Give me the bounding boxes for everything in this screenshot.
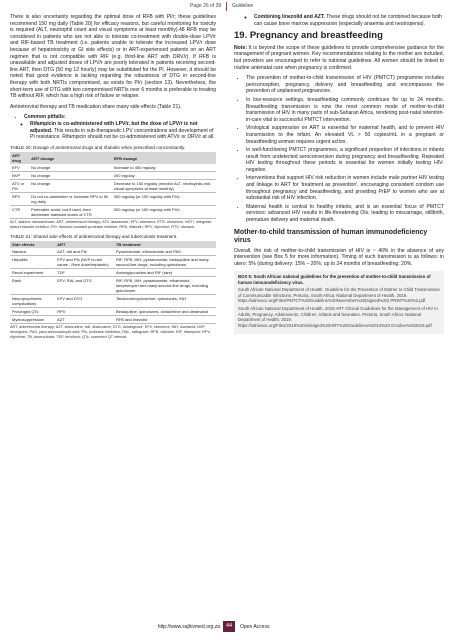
table-row <box>10 193 216 206</box>
page-header <box>0 0 453 12</box>
table-cell: 300 mg/day <box>112 172 216 180</box>
table-header-cell: ART drug <box>10 152 29 164</box>
table-cell: Do not co-administer or increase RPV to 50 mg daily <box>29 193 112 206</box>
table-cell: AZT <box>55 316 114 324</box>
page-footer <box>0 621 453 633</box>
table-cell: EFV, RAL and DTG <box>55 277 114 295</box>
pitfalls-title: • Common pitfalls: <box>24 114 216 121</box>
table-20 <box>10 152 216 219</box>
open-access-label: Open Access <box>240 624 270 630</box>
subheading-mtct: Mother-to-child transmission of human immunodeficiency virus <box>234 228 428 244</box>
left-column <box>10 14 216 343</box>
table-row <box>10 248 216 256</box>
paragraph-rfb-dose: There is also uncertainty regarding the optimal dose of RFB with PI/r; these guidelines recommend 150 mg daily (Table 20) for efficacy reasons, but careful monitoring for toxicity is required (ALT, neutrophil count and visual symptoms at least monthly).48 RFB may be considered in patients who are not able to tolerate co-treatment with double-dose LPV/r and RIF-based TB treatment (i.e. patients unable to tolerate the increased LPV/r dose because of hepatotoxicity or GI side effects) or in ART-experienced patients on an ART regimen that is not compatible with RIF (e.g. third-line ART with DRV/r). If RFB is unavailable and adjusted doses of LPV/r are poorly tolerated in patients receiving second-line ART, then DTG (50 mg 12 hourly) may be substituted for the PI. However, it should be noted that good evidence is lacking regarding the robustness of DTG in second-line therapy with both NRTIs compromised, as exists for PI/r (section 13). Nevertheless, the short-term use of DTG with two compromised NRTIs over 6 months is preferable to treating TB without RIF, which has a high risk of failure or relapse. <box>10 14 216 100</box>
table-21-caption: TABLE 21: Shared side effects of antiretroviral therapy and tuberculosis treatment. <box>10 233 178 239</box>
pitfall-item <box>30 121 216 141</box>
table-cell: Bedaquiline, quinolones, clofazimine and delamanid <box>114 308 216 316</box>
table-row <box>10 180 216 193</box>
table-row <box>10 164 216 172</box>
table-cell: RPV <box>55 308 114 316</box>
common-pitfalls <box>16 114 216 140</box>
table-cell: Myelosuppression <box>10 316 55 324</box>
section-heading-pregnancy: 19. Pregnancy and breastfeeding <box>234 30 383 42</box>
table-cell: CTR <box>10 206 29 219</box>
table-header-cell: RFB dosage <box>112 152 216 164</box>
pregnancy-bullet-list <box>234 75 444 223</box>
page-number: 44 <box>223 621 235 632</box>
table-cell: Renal impairment <box>10 269 55 277</box>
table-cell: Pyrazinamide, ethionamide and PAS <box>114 248 216 256</box>
pitfall-continued <box>240 14 444 27</box>
list-item: • In low-resource settings, breastfeeding commonly continues for up to 24 months. Breastfeeding transmission is now the most common mode of mother-to-child transmission of HIV in many parts of sub-Saharan Africa, rendering post-natal retention-in-care vital to successful PMTCT intervention. <box>246 97 444 123</box>
page-indicator: Page 26 of 39 <box>190 3 222 9</box>
paragraph-side-effects: Antiretroviral therapy and TB medication share many side effects (Table 21). <box>10 103 182 110</box>
table-cell: 300 mg/day (or 150 mg/day with PI/r) <box>112 206 216 219</box>
box-5-reference: South African National Department of Health. Guideline for the Prevention of Mother to Child Transmission of Communicable Infections. Pretoria, South Africa: National Department of Health, 2019. https://sahivsoc.org/Files/PMTCT%20Guideline%20November%20(signed%20) PRINT%20%2.pdf <box>238 287 440 304</box>
table-cell: Aminoglycosides and RIF (rare) <box>114 269 216 277</box>
table-cell: Preferable avoid, but if used, then administer standard doses of CTR <box>29 206 112 219</box>
table-header-cell: ART dosage <box>29 152 112 164</box>
table-cell: RIF, RFB, INH, pyrazinamide, ethambutol, streptomycin and many second-line drugs, including quinolones <box>114 277 216 295</box>
note-label: Note: <box>234 44 248 51</box>
table-cell: Hepatitis <box>10 256 55 269</box>
table-cell: NVP <box>10 172 29 180</box>
table-cell: AZT, ddI and PIs <box>55 248 114 256</box>
table-cell: RPV <box>10 193 29 206</box>
table-cell: Increase to 450 mg/day <box>112 164 216 172</box>
pitfall-bold: Combining linezolid and AZT. <box>254 14 325 20</box>
list-item: • Interventions that support HIV risk reduction in women include male partner HIV testing and linkage to ART for 'treatment as prevention', encouraging consistent condom use throughout pregnancy and breastfeeding, and providing PrEP to women who are at substantial risk of HIV infection. <box>246 175 444 201</box>
table-cell: Nausea <box>10 248 55 256</box>
box-5 <box>234 271 444 334</box>
list-item: • In well-functioning PMTCT programmes, a significant proportion of infections in infants result from undetected seroconversion during pregnancy and breastfeeding. Repeated HIV testing throughout these periods is essential for women initially testing HIV-negative. <box>246 147 444 173</box>
journal-link[interactable]: http://www.sajhivmed.org.za <box>157 624 220 630</box>
table-cell: No change <box>29 164 112 172</box>
table-20-caption: TABLE 20: Dosage of antiretroviral drugs and rifabutin when prescribed concomitantly. <box>10 144 186 150</box>
table-header-cell: Side effects <box>10 241 55 248</box>
pitfall-item <box>254 14 444 27</box>
table-cell: EFV and DTG <box>55 295 114 308</box>
table-cell: No change <box>29 180 112 193</box>
table-cell: RIF, RFB, INH, pyrazinamide, bedaquiline and many second-line drugs, including quinolones <box>114 256 216 269</box>
right-column <box>234 14 444 334</box>
mtct-paragraph: Overall, the risk of mother-to-child transmission of HIV is ~ 40% in the absence of any intervention (see Box 5 for more information). Timing of such transmission is as follows: in utero: 5% (during delivery: 15% – 20%; up to 24 months of breastfeeding: 20%. <box>234 247 444 267</box>
table-20-footnote: ALT, alanine transaminase; ART, antiretroviral therapy; ATV, atazanavir; EFV, efavirenz; ETR, etravirine; InSTI, integrase strand transfer inhibitor; PI/r, ritonavir-boosted protease inhibitor; RFB, rifabutin; RPV, rilpivirine; RTV, ritonavir. <box>10 220 212 229</box>
table-row <box>10 269 216 277</box>
table-cell: Prolonged QTc <box>10 308 55 316</box>
table-cell: 300 mg/day (or 150 mg/day with PI/r) <box>112 193 216 206</box>
box-5-reference: South African National Department of Health. 2019 ART Clinical Guidelines for the Management of HIV in Adults, Pregnancy, Adolescents, Children, Infants and Neonates. Pretoria, South Africa: National Department of Health, 2019. https://sahivsoc.org/Files/2019%20Abridged%20ART%20Guidelines%2010%20 October%202019.pdf <box>238 306 438 328</box>
list-item: • Virological suppression on ART is essential for maternal health, and to prevent HIV transmission to the infant. An elevated VL > 50 copies/mL in a pregnant or breastfeeding woman requires urgent action. <box>246 125 444 145</box>
table-cell: No change <box>29 172 112 180</box>
list-item: • Maternal health is central to healthy infants, and is an essential focus of PMTCT services: advanced HIV results in life-threatening OIs, leading to miscarriage, stillbirth, premature delivery and maternal death. <box>246 204 444 224</box>
pitfall-text: These drugs should not be combined because both can cause bone marrow suppression (especially anaemia and neutropenia). <box>254 14 442 27</box>
table-cell: Terizidone/cycloserine, quinolones, INH <box>114 295 216 308</box>
table-row <box>10 316 216 324</box>
table-row <box>10 206 216 219</box>
note-paragraph <box>234 45 444 71</box>
table-cell: EFV and PIs (NVP is rare cause - Rare dose/hepatotic) <box>55 256 114 269</box>
table-header-cell: TB treatment <box>114 241 216 248</box>
table-row <box>10 172 216 180</box>
table-cell: Decrease to 150 mg/day (monitor ALT, neutrophils and visual symptoms at least monthly) <box>112 180 216 193</box>
table-21-footnote: ART, antiretroviral therapy; AZT, zidovudine; ddI, didanosine; DTG, dolutegravir; EFV, efavirenz; INH, isoniazid; NVP, nevirapine; PAS, para-aminosalicylic acid; PIs, protease inhibitors; RAL, raltegravir; RFB, rifabutin; RIF, rifampicin; RPV, rilpivirine; TB, tuberculosis; TDF, tenofovir; QTc, corrected QT interval. <box>10 325 211 339</box>
table-cell: Rash <box>10 277 55 295</box>
table-cell: RFB and linezolid <box>114 316 216 324</box>
section-label: Guideline <box>232 3 254 9</box>
table-row <box>10 256 216 269</box>
note-text: It is beyond the scope of these guidelines to provide comprehensive guidance for the management of pregnant women. Key recommendations relating to the mother are included, but providers are encouraged to refer to national guidelines. All women should be linked to routine antenatal care when pregnancy is confirmed. <box>234 44 444 71</box>
table-cell: Neuropsychiatric complications <box>10 295 55 308</box>
table-cell: TDF <box>55 269 114 277</box>
table-row <box>10 277 216 295</box>
list-item: • The prevention of mother-to-child transmission of HIV (PMTCT) programme includes periconception, pregnancy, delivery and breastfeeding and encompasses the prevention of unplanned pregnancies. <box>246 75 444 95</box>
table-cell: ATV or PI/r <box>10 180 29 193</box>
header-divider <box>226 2 227 11</box>
table-21 <box>10 241 216 324</box>
box-5-title: BOX 5: South African national guidelines for the prevention of mother-to-child transmission of human immunodeficiency virus. <box>238 274 431 285</box>
pitfall-text: This results in sub-therapeutic LPV concentrations and development of PI resistance. Rifampicin should not be co-administered with ATV/r or DRV/r at all. <box>30 127 215 141</box>
table-cell: EFV <box>10 164 29 172</box>
table-header-cell: ART <box>55 241 114 248</box>
table-row <box>10 308 216 316</box>
table-row <box>10 295 216 308</box>
pitfall-bold: Rifampicin is co-administered with LPV/r, but the dose of LPV/r is not adjusted. <box>30 120 198 134</box>
